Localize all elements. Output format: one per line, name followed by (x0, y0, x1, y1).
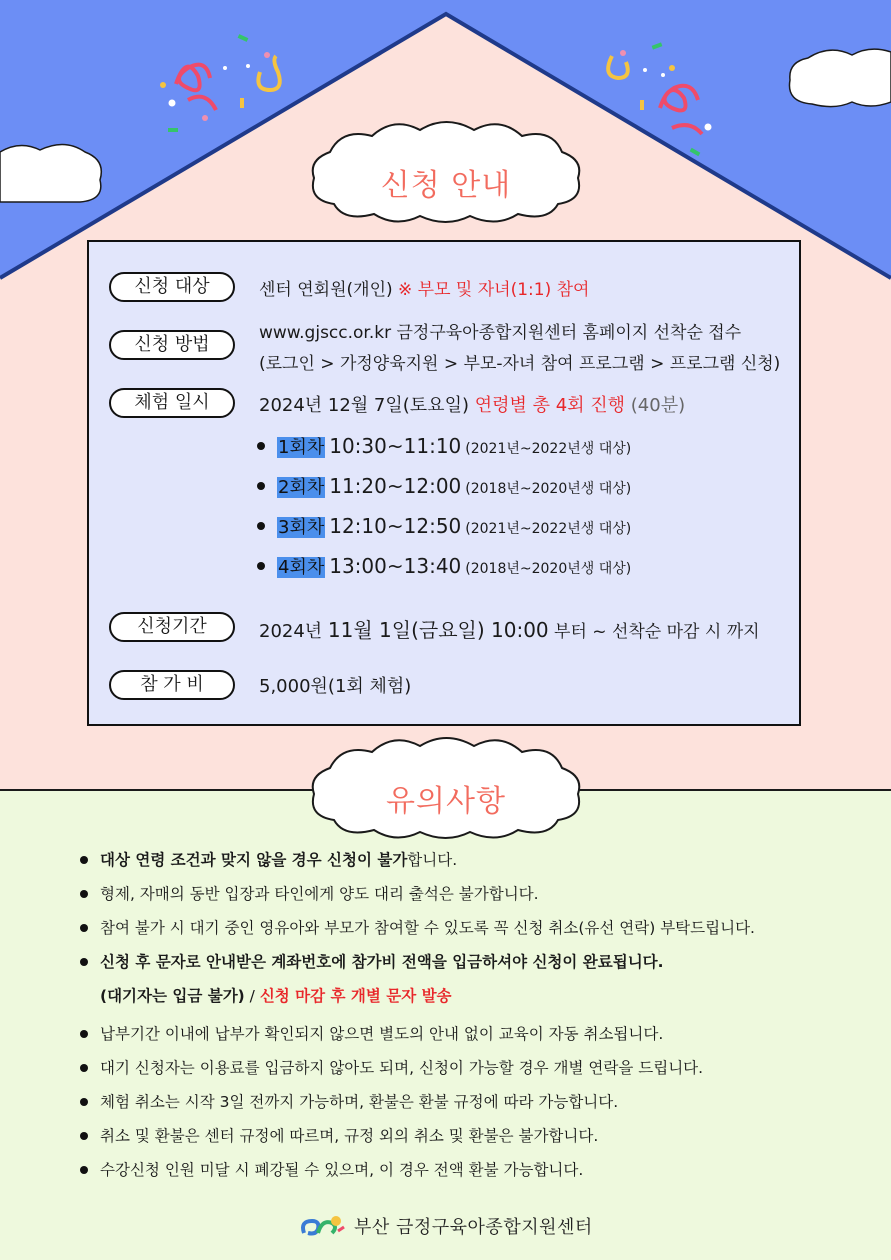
schedule-text (259, 391, 685, 417)
notice-1-bold: 대상 연령 조건과 맞지 않을 경우 신청이 불가 (100, 851, 408, 869)
period-rest: 부터 ~ 선착순 마감 시 까지 (548, 622, 760, 642)
session-time: 12:10~12:50 (329, 514, 462, 538)
notice-item (78, 848, 838, 882)
notice-9: 수강신청 인원 미달 시 폐강될 수 있으며, 이 경우 전액 환불 가능합니다. (100, 1161, 584, 1179)
bullet-icon (80, 1166, 88, 1174)
notice-title: 유의사항 (386, 784, 506, 819)
bullet-icon (80, 1098, 88, 1106)
notice-4-red: 신청 마감 후 개별 문자 발송 (259, 987, 452, 1005)
session-item (257, 513, 631, 539)
bullet-icon (80, 856, 88, 864)
schedule-duration: (40분) (625, 395, 686, 416)
bullet-icon (80, 1030, 88, 1038)
session-name: 3회차 (278, 517, 325, 538)
apply-title: 신청 안내 (380, 168, 512, 203)
notice-title-area (312, 752, 580, 836)
notice-7: 체험 취소는 시작 3일 전까지 가능하며, 환불은 환불 규정에 따라 가능합니다. (100, 1093, 619, 1111)
target-label: 신청 대상 (109, 272, 235, 302)
fee-label: 참 가 비 (109, 670, 235, 700)
session-age: (2018년~2020년생 대상) (465, 561, 632, 577)
footer-org-name: 부산 금정구육아종합지원센터 (354, 1217, 593, 1238)
notice-item (78, 1056, 838, 1090)
bullet-icon (257, 522, 265, 530)
notice-item (78, 1090, 838, 1124)
notice-item (78, 1022, 838, 1056)
bullet-icon (80, 890, 88, 898)
session-time: 11:20~12:00 (329, 474, 462, 498)
cloud-left (0, 144, 101, 202)
bullet-icon (257, 442, 265, 450)
period-start-date: 11월 1일(금요일) 10:00 (327, 618, 549, 642)
session-name: 1회차 (278, 437, 325, 458)
notice-item (78, 1124, 838, 1158)
center-logo-icon (298, 1211, 346, 1241)
bullet-icon (257, 482, 265, 490)
session-item (257, 433, 631, 459)
period-label: 신청기간 (109, 612, 235, 642)
target-desc: 센터 연회원(개인) (259, 280, 399, 300)
footer (298, 1210, 593, 1242)
method-line1: www.gjscc.or.kr 금정구육아종합지원센터 홈페이지 선착순 접수 (259, 323, 742, 343)
bullet-icon (80, 1064, 88, 1072)
notice-item (78, 916, 838, 950)
session-time: 10:30~11:10 (329, 434, 462, 458)
notice-item-sub (78, 984, 838, 1022)
method-label: 신청 방법 (109, 330, 235, 360)
info-box (87, 240, 801, 726)
target-highlight: ※ 부모 및 자녀(1:1) 참여 (398, 280, 590, 300)
period-start: 2024년 (259, 621, 328, 642)
notice-4-sub: (대기자는 입금 불가) (100, 987, 245, 1005)
bullet-icon (80, 1132, 88, 1140)
session-item (257, 553, 631, 579)
session-time: 13:00~13:40 (329, 554, 462, 578)
notice-4-sep: / (244, 987, 260, 1005)
bullet-icon (80, 924, 88, 932)
session-name: 2회차 (278, 477, 325, 498)
session-age: (2018년~2020년생 대상) (465, 481, 632, 497)
bullet-icon (257, 562, 265, 570)
method-line2: (로그인 > 가정양육지원 > 부모-자녀 참여 프로그램 > 프로그램 신청) (259, 354, 781, 374)
notice-item (78, 1158, 838, 1192)
target-text (259, 275, 589, 300)
notice-2: 형제, 자매의 동반 입장과 타인에게 양도 대리 출석은 불가합니다. (100, 885, 539, 903)
bullet-icon (80, 958, 88, 966)
apply-title-area (312, 136, 580, 220)
notice-item (78, 882, 838, 916)
session-item (257, 473, 631, 499)
period-text (259, 614, 760, 643)
session-name: 4회차 (278, 557, 325, 578)
notice-1-rest: 합니다. (407, 851, 458, 869)
fee-text: 5,000원(1회 체험) (259, 676, 412, 697)
notice-3: 참여 불가 시 대기 중인 영유아와 부모가 참여할 수 있도록 꼭 신청 취소(유선 연락) 부탁드립니다. (100, 919, 755, 937)
notice-4: 신청 후 문자로 안내받은 계좌번호에 참가비 전액을 입금하셔야 신청이 완료됩니다. (100, 953, 664, 971)
session-age: (2021년~2022년생 대상) (465, 521, 632, 537)
notice-8: 취소 및 환불은 센터 규정에 따르며, 규정 외의 취소 및 환불은 불가합니다. (100, 1127, 599, 1145)
notice-6: 대기 신청자는 이용료를 입금하지 않아도 되며, 신청이 가능할 경우 개별 연락을 드립니다. (100, 1059, 704, 1077)
schedule-highlight: 연령별 총 4회 진행 (474, 395, 626, 416)
schedule-date: 2024년 12월 7일(토요일) (259, 395, 475, 416)
session-age: (2021년~2022년생 대상) (465, 441, 632, 457)
notice-5: 납부기간 이내에 납부가 확인되지 않으면 별도의 안내 없이 교육이 자동 취소됩니다. (100, 1025, 664, 1043)
schedule-label: 체험 일시 (109, 388, 235, 418)
notice-item (78, 950, 838, 984)
notice-list (78, 848, 838, 1192)
